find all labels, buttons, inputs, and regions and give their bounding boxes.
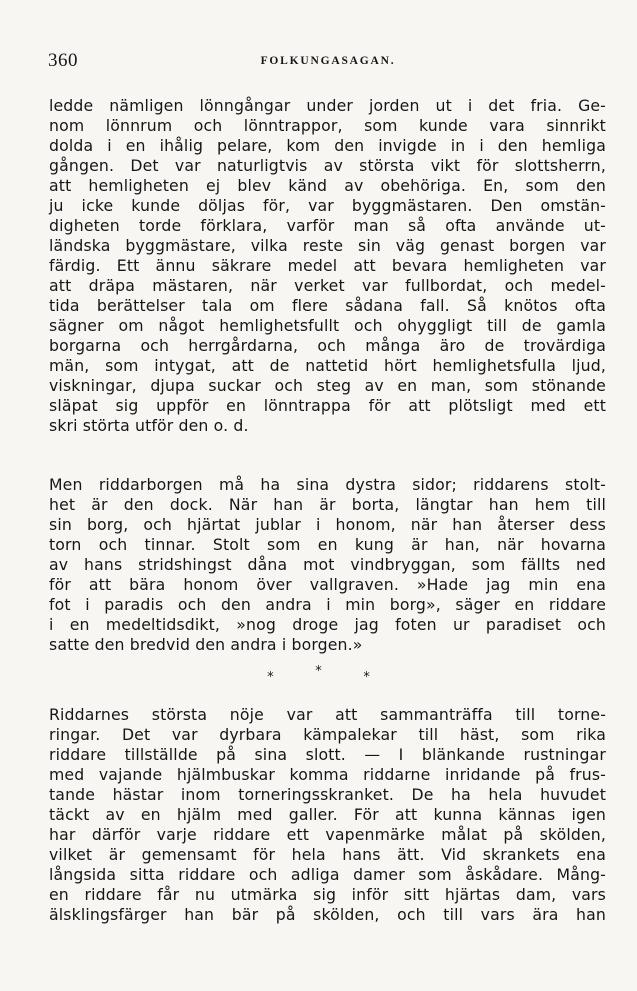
text-line: riddare tillställde på sina slott. — I blänkande rustningar: [49, 745, 606, 764]
text-line: ländska byggmästare, vilka reste sin väg genast borgen var: [49, 236, 606, 255]
text-line: ju icke kunde döljas för, var byggmästaren. Den omstän-: [49, 196, 606, 215]
text-line: tande hästar inom torneringsskranket. De ha hela huvudet: [49, 785, 606, 804]
text-line: fot i paradis och den andra i min borg», säger en riddare: [49, 595, 606, 614]
text-line: satte den bredvid den andra i borgen.»: [49, 635, 363, 654]
text-line: tida berättelser tala om flere sådana fall. Så knötos ofta: [49, 296, 606, 315]
text-line: för att bära honom över vallgraven. »Hade jag min ena: [49, 575, 606, 594]
text-line: Men riddarborgen må ha sina dystra sidor; riddarens stolt-: [49, 475, 606, 494]
text-line: sin borg, och hjärtat jublar i honom, när han återser dess: [49, 515, 606, 534]
text-line: nom lönnrum och lönntrappor, som kunde vara sinnrikt: [49, 116, 606, 135]
section-separator: [0, 664, 637, 690]
text-line: att hemligheten ej blev känd av obehöriga. En, som den: [49, 176, 606, 195]
text-line: borgarna och herrgårdarna, och många äro de trovärdiga: [49, 336, 606, 355]
text-line: viskningar, djupa suckar och steg av en man, som stönande: [49, 376, 606, 395]
text-line: av hans stridshingst dåna mot vindbryggan, som fällts ned: [49, 555, 606, 574]
paragraph-2: [49, 475, 606, 655]
text-line: torn och tinnar. Stolt som en kung är han, när hovarna: [49, 535, 606, 554]
text-line: att dräpa mästaren, när verket var fullbordat, och medel-: [49, 276, 606, 295]
text-line: digheten torde förklara, varför man så ofta använde ut-: [49, 216, 606, 235]
page-header: [48, 50, 608, 74]
separator-asterisk: *: [363, 670, 370, 685]
paragraph-3: [49, 705, 606, 925]
text-line: färdig. Ett ännu säkrare medel att bevara hemligheten var: [49, 256, 606, 275]
text-line: ledde nämligen lönngångar under jorden ut i det fria. Ge-: [49, 96, 606, 115]
text-line: älsklingsfärger han bär på skölden, och till vars ära han: [49, 905, 606, 924]
text-line: vilket är gemensamt för hela hans ätt. Vid skrankets ena: [49, 845, 606, 864]
text-line: långsida sitta riddare och adliga damer som åskådare. Mång-: [49, 865, 606, 884]
text-line: skri störta utför den o. d.: [49, 416, 249, 435]
text-line: sägner om något hemlighetsfullt och ohyggligt till de gamla: [49, 316, 606, 335]
text-line: ringar. Det var dyrbara kämpalekar till häst, som rika: [49, 725, 606, 744]
separator-asterisk: *: [267, 670, 274, 685]
text-line: täckt av en hjälm med galler. För att kunna kännas igen: [49, 805, 606, 824]
text-line: en riddare får nu utmärka sig inför sitt hjärtas dam, vars: [49, 885, 606, 904]
text-line: med vajande hjälmbuskar komma riddarne inridande på frus-: [49, 765, 606, 784]
text-line: dolda i en ihålig pelare, kom den invigde in i den hemliga: [49, 136, 606, 155]
text-line: män, som intygat, att de nattetid hört hemlighetsfulla ljud,: [49, 356, 606, 375]
running-title: FOLKUNGASAGAN.: [260, 55, 396, 67]
text-line: Riddarnes största nöje var att sammanträffa till torne-: [49, 705, 606, 724]
text-line: släpat sig uppför en lönntrappa för att plötsligt med ett: [49, 396, 606, 415]
text-line: het är den dock. När han är borta, längtar han hem till: [49, 495, 606, 514]
text-line: i en medeltidsdikt, »nog droge jag foten ur paradiset och: [49, 615, 606, 634]
text-line: har därför varje riddare ett vapenmärke målat på skölden,: [49, 825, 606, 844]
page-number: 360: [48, 50, 78, 71]
text-line: gången. Det var naturligtvis av största vikt för slottsherrn,: [49, 156, 606, 175]
paragraph-1: [49, 96, 606, 436]
separator-asterisk: *: [315, 664, 322, 679]
